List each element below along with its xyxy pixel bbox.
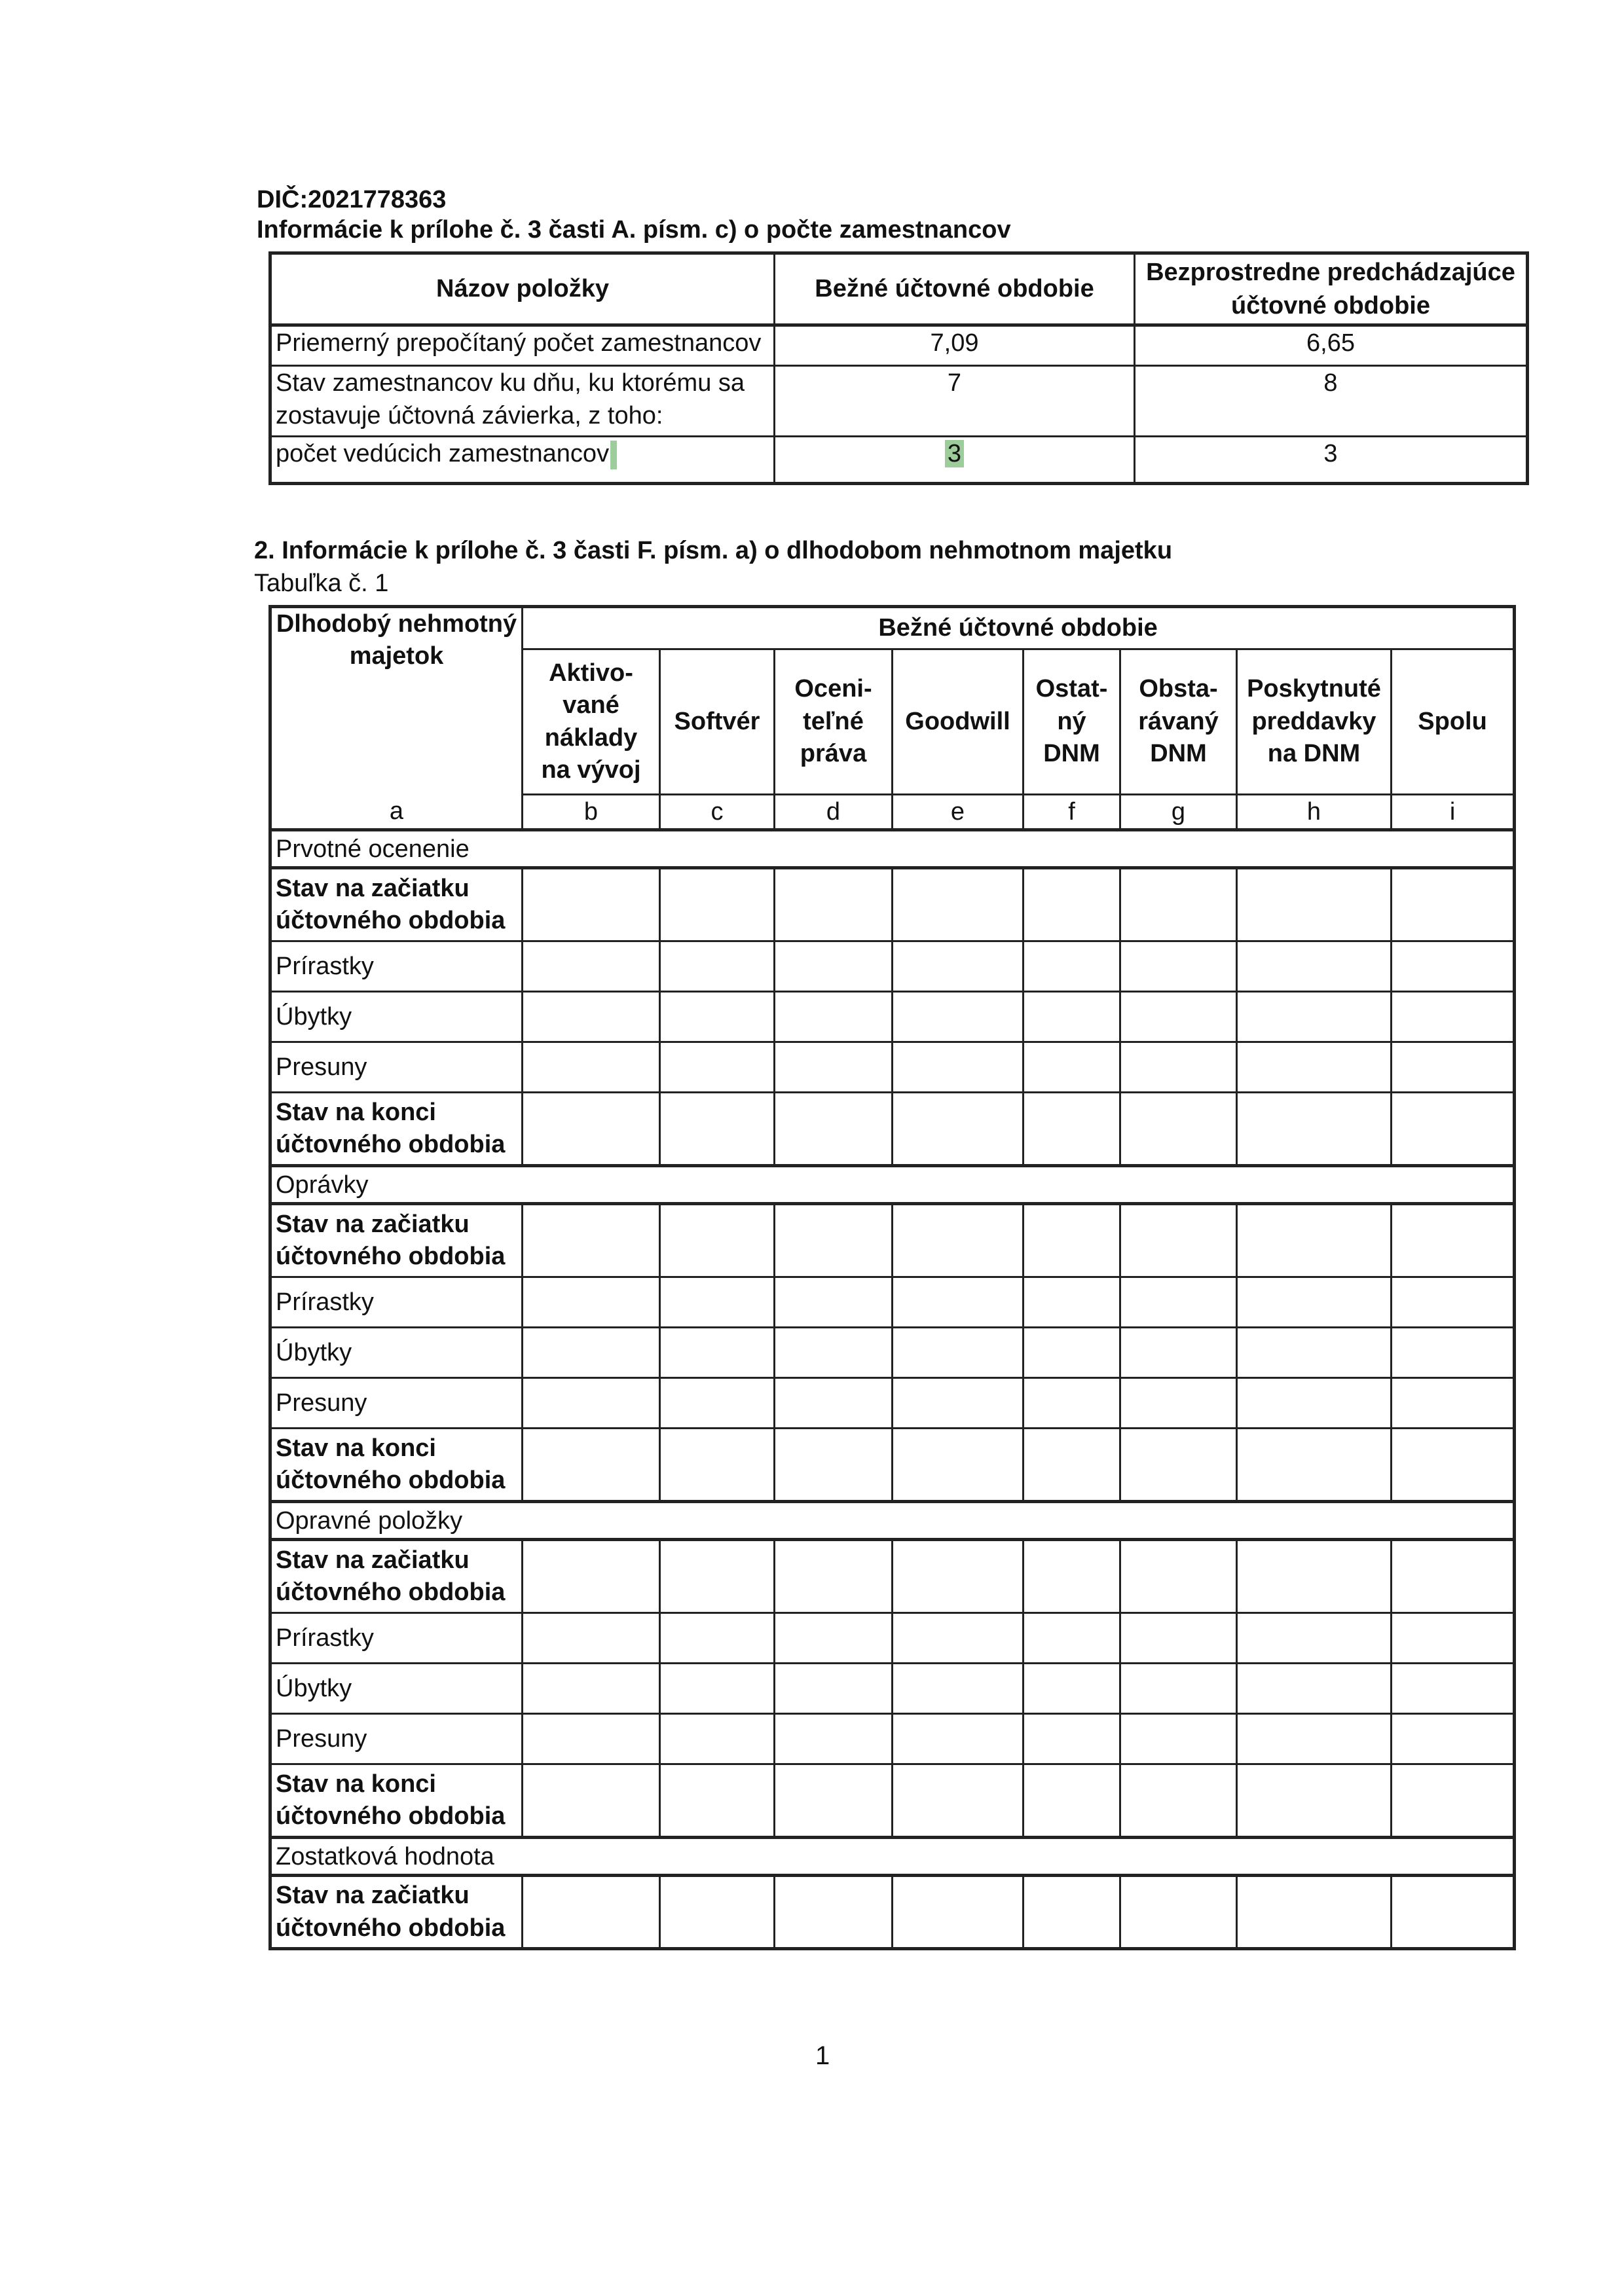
- value-cell: [1024, 1429, 1120, 1502]
- table-label: Tabuľka č. 1: [254, 570, 389, 597]
- value-cell: [1120, 1664, 1237, 1714]
- value-cell: [660, 992, 775, 1042]
- value-cell: [1120, 1204, 1237, 1277]
- value-cell: [1120, 1876, 1237, 1949]
- col-letter: h: [1237, 795, 1392, 830]
- row-label: Prírastky: [270, 1613, 523, 1664]
- table-row: [270, 366, 1528, 437]
- value-cell: [1120, 1429, 1237, 1502]
- value-cell: [1392, 1764, 1515, 1838]
- value-cell: [1392, 1277, 1515, 1328]
- value-cell: [523, 1328, 660, 1378]
- col-letter: i: [1392, 795, 1515, 830]
- col-header: Goodwill: [893, 649, 1024, 795]
- value-cell: [523, 1664, 660, 1714]
- value-cell: [893, 1540, 1024, 1613]
- value-cell: [1237, 992, 1392, 1042]
- section-row: [270, 1166, 1515, 1204]
- value-cell: [1392, 1093, 1515, 1166]
- value-cell: [1024, 1764, 1120, 1838]
- section-title: Prvotné ocenenie: [270, 830, 1515, 868]
- col-previous-period: Bezprostredne predchádzajúce účtovné obdobie: [1135, 253, 1528, 325]
- table-row: [270, 325, 1528, 366]
- col-item-name: Názov položky: [270, 253, 775, 325]
- value-cell: [775, 941, 893, 992]
- text-highlight-marker: [610, 441, 617, 469]
- row-label: Stav na začiatku účtovného obdobia: [270, 1876, 523, 1949]
- section1-title: Informácie k prílohe č. 3 časti A. písm. c) o počte zamestnancov: [257, 216, 1011, 244]
- value-cell: [775, 868, 893, 941]
- value-cell: [1392, 1876, 1515, 1949]
- period-header: Bežné účtovné obdobie: [523, 607, 1515, 649]
- value-cell: [1392, 941, 1515, 992]
- value-cell: [775, 1714, 893, 1764]
- table-row: [270, 1378, 1515, 1429]
- value-cell: [523, 1277, 660, 1328]
- value-cell: [1024, 941, 1120, 992]
- value-cell: [1120, 1277, 1237, 1328]
- value-cell: [893, 1429, 1024, 1502]
- value-cell: [1237, 1714, 1392, 1764]
- value-cell: [1024, 1328, 1120, 1378]
- value-cell: [523, 868, 660, 941]
- row-label: Presuny: [270, 1042, 523, 1093]
- col-letter: c: [660, 795, 775, 830]
- value-cell: [1392, 1429, 1515, 1502]
- col-header: Spolu: [1392, 649, 1515, 795]
- value-cell: [1392, 992, 1515, 1042]
- value-cell: [893, 1613, 1024, 1664]
- tax-id: DIČ:2021778363: [257, 186, 447, 213]
- value-cell: [660, 1204, 775, 1277]
- value-cell: [523, 992, 660, 1042]
- value-cell: [523, 1876, 660, 1949]
- current-value: 7: [775, 366, 1135, 437]
- value-cell: [1120, 1764, 1237, 1838]
- value-cell: [775, 1204, 893, 1277]
- value-cell: [1024, 992, 1120, 1042]
- row-label: počet vedúcich zamestnancov: [276, 440, 610, 467]
- col-letter: a: [270, 795, 523, 830]
- value-cell: [1237, 941, 1392, 992]
- value-cell: [1120, 1540, 1237, 1613]
- value-cell: [660, 1277, 775, 1328]
- col-letter: e: [893, 795, 1024, 830]
- intangible-assets-table: [268, 605, 1516, 1950]
- value-cell: [1392, 1613, 1515, 1664]
- previous-value: 6,65: [1135, 325, 1528, 366]
- table-row: [270, 941, 1515, 992]
- value-cell: [1392, 1204, 1515, 1277]
- value-cell: [660, 941, 775, 992]
- value-cell: [1237, 1876, 1392, 1949]
- value-cell: [1024, 1277, 1120, 1328]
- value-cell: [893, 1764, 1024, 1838]
- value-cell: [893, 1277, 1024, 1328]
- col-letter: g: [1120, 795, 1237, 830]
- table-row: [270, 1204, 1515, 1277]
- value-cell: [775, 1277, 893, 1328]
- row-label: Priemerný prepočítaný počet zamestnancov: [270, 325, 775, 366]
- row-label: Stav na konci účtovného obdobia: [270, 1764, 523, 1838]
- value-cell: [1237, 1328, 1392, 1378]
- value-cell: [775, 1429, 893, 1502]
- col-header: Aktivo-vané náklady na vývoj: [523, 649, 660, 795]
- row-label: Prírastky: [270, 1277, 523, 1328]
- value-cell: [1237, 1378, 1392, 1429]
- value-cell: [660, 1042, 775, 1093]
- section-title: Opravné položky: [270, 1502, 1515, 1540]
- value-cell: [660, 1764, 775, 1838]
- value-cell: [775, 1664, 893, 1714]
- value-cell: [775, 1328, 893, 1378]
- row-label: Úbytky: [270, 1664, 523, 1714]
- value-cell: [775, 1378, 893, 1429]
- value-cell: [1237, 1613, 1392, 1664]
- value-cell: [775, 1093, 893, 1166]
- value-cell: [523, 1204, 660, 1277]
- table-row: [270, 437, 1528, 484]
- value-cell: [1024, 1664, 1120, 1714]
- row-label: Stav zamestnancov ku dňu, ku ktorému sa zostavuje účtovná závierka, z toho:: [270, 366, 775, 437]
- previous-value: 3: [1135, 437, 1528, 484]
- value-cell: [1024, 1204, 1120, 1277]
- value-cell: [1392, 1042, 1515, 1093]
- col-letter: d: [775, 795, 893, 830]
- row-label: Stav na konci účtovného obdobia: [270, 1429, 523, 1502]
- value-cell: [1120, 1093, 1237, 1166]
- value-cell: [523, 1540, 660, 1613]
- value-cell: [1392, 868, 1515, 941]
- value-cell: [893, 868, 1024, 941]
- row-label: Stav na začiatku účtovného obdobia: [270, 1540, 523, 1613]
- value-cell: [660, 1714, 775, 1764]
- letter-row: [270, 795, 1515, 830]
- section2-title: 2. Informácie k prílohe č. 3 časti F. písm. a) o dlhodobom nehmotnom majetku: [254, 537, 1173, 564]
- value-cell: [775, 1613, 893, 1664]
- value-cell: [523, 1378, 660, 1429]
- value-cell: [1237, 1042, 1392, 1093]
- value-cell: [1392, 1328, 1515, 1378]
- value-cell: [1392, 1378, 1515, 1429]
- value-cell: [523, 941, 660, 992]
- value-cell: [1120, 992, 1237, 1042]
- table-row: [270, 1277, 1515, 1328]
- value-cell: [660, 1429, 775, 1502]
- value-cell: [893, 941, 1024, 992]
- row-label: Stav na začiatku účtovného obdobia: [270, 1204, 523, 1277]
- value-cell: [1024, 1378, 1120, 1429]
- value-cell: [1237, 1277, 1392, 1328]
- value-cell: [660, 1378, 775, 1429]
- table-row: [270, 1613, 1515, 1664]
- value-cell: [893, 1328, 1024, 1378]
- value-cell: [523, 1714, 660, 1764]
- value-cell: [893, 992, 1024, 1042]
- value-cell: [523, 1764, 660, 1838]
- col-header: Obsta-rávaný DNM: [1120, 649, 1237, 795]
- table-row: [270, 1764, 1515, 1838]
- value-cell: [523, 1613, 660, 1664]
- col-header: Ostat-ný DNM: [1024, 649, 1120, 795]
- row-label: Úbytky: [270, 1328, 523, 1378]
- section-title: Zostatková hodnota: [270, 1838, 1515, 1876]
- value-cell: [1237, 1429, 1392, 1502]
- row-label: Presuny: [270, 1714, 523, 1764]
- row-label: Prírastky: [270, 941, 523, 992]
- value-cell: [523, 1429, 660, 1502]
- col-letter: f: [1024, 795, 1120, 830]
- value-cell: [1392, 1714, 1515, 1764]
- section-row: [270, 1502, 1515, 1540]
- value-cell: [1024, 1540, 1120, 1613]
- value-cell: [660, 1328, 775, 1378]
- value-cell: [1392, 1540, 1515, 1613]
- table-row: [270, 868, 1515, 941]
- value-cell: [660, 1613, 775, 1664]
- table-row: [270, 1093, 1515, 1166]
- value-cell: [893, 1714, 1024, 1764]
- col-header: Oceni-teľné práva: [775, 649, 893, 795]
- row-label: Stav na začiatku účtovného obdobia: [270, 868, 523, 941]
- section-row: [270, 830, 1515, 868]
- value-cell: [1024, 1714, 1120, 1764]
- value-cell: [660, 1093, 775, 1166]
- value-cell: [1024, 1613, 1120, 1664]
- value-cell: [1237, 1093, 1392, 1166]
- value-cell: [660, 1540, 775, 1613]
- value-cell: [660, 1876, 775, 1949]
- value-cell: [1120, 1613, 1237, 1664]
- value-cell: [1024, 1093, 1120, 1166]
- value-cell: [775, 1042, 893, 1093]
- value-cell: [660, 1664, 775, 1714]
- table-row: [270, 1429, 1515, 1502]
- table-row: [270, 992, 1515, 1042]
- table-body: [270, 830, 1515, 1949]
- value-cell: [775, 1540, 893, 1613]
- page-number: 1: [815, 2041, 830, 2070]
- section-title: Oprávky: [270, 1166, 1515, 1204]
- value-cell: [1237, 1764, 1392, 1838]
- value-cell: [1237, 1540, 1392, 1613]
- section-row: [270, 1838, 1515, 1876]
- value-cell: [893, 1042, 1024, 1093]
- value-cell: [775, 1764, 893, 1838]
- value-cell: [1120, 1328, 1237, 1378]
- table-row: [270, 1042, 1515, 1093]
- table-row: [270, 1664, 1515, 1714]
- corner-header: Dlhodobý nehmotný majetok: [270, 607, 523, 795]
- value-cell: [1024, 1042, 1120, 1093]
- current-value: 3: [945, 440, 964, 467]
- value-cell: [893, 1378, 1024, 1429]
- value-cell: [1120, 868, 1237, 941]
- value-cell: [1024, 868, 1120, 941]
- value-cell: [893, 1876, 1024, 1949]
- table-row: [270, 1876, 1515, 1949]
- value-cell: [523, 1093, 660, 1166]
- previous-value: 8: [1135, 366, 1528, 437]
- col-header: Poskytnuté preddavky na DNM: [1237, 649, 1392, 795]
- row-label: Úbytky: [270, 992, 523, 1042]
- value-cell: [1237, 868, 1392, 941]
- value-cell: [775, 1876, 893, 1949]
- value-cell: [1392, 1664, 1515, 1714]
- col-current-period: Bežné účtovné obdobie: [775, 253, 1135, 325]
- col-letter: b: [523, 795, 660, 830]
- value-cell: [523, 1042, 660, 1093]
- value-cell: [893, 1664, 1024, 1714]
- value-cell: [893, 1093, 1024, 1166]
- table-row: [270, 1328, 1515, 1378]
- value-cell: [1120, 1042, 1237, 1093]
- table-row: [270, 1540, 1515, 1613]
- col-header: Softvér: [660, 649, 775, 795]
- current-value: 7,09: [775, 325, 1135, 366]
- employees-table: [268, 251, 1529, 485]
- value-cell: [1120, 1378, 1237, 1429]
- row-label: Stav na konci účtovného obdobia: [270, 1093, 523, 1166]
- value-cell: [660, 868, 775, 941]
- value-cell: [775, 992, 893, 1042]
- table-row: [270, 1714, 1515, 1764]
- value-cell: [1120, 941, 1237, 992]
- value-cell: [893, 1204, 1024, 1277]
- value-cell: [1237, 1204, 1392, 1277]
- value-cell: [1237, 1664, 1392, 1714]
- value-cell: [1120, 1714, 1237, 1764]
- row-label: Presuny: [270, 1378, 523, 1429]
- value-cell: [1024, 1876, 1120, 1949]
